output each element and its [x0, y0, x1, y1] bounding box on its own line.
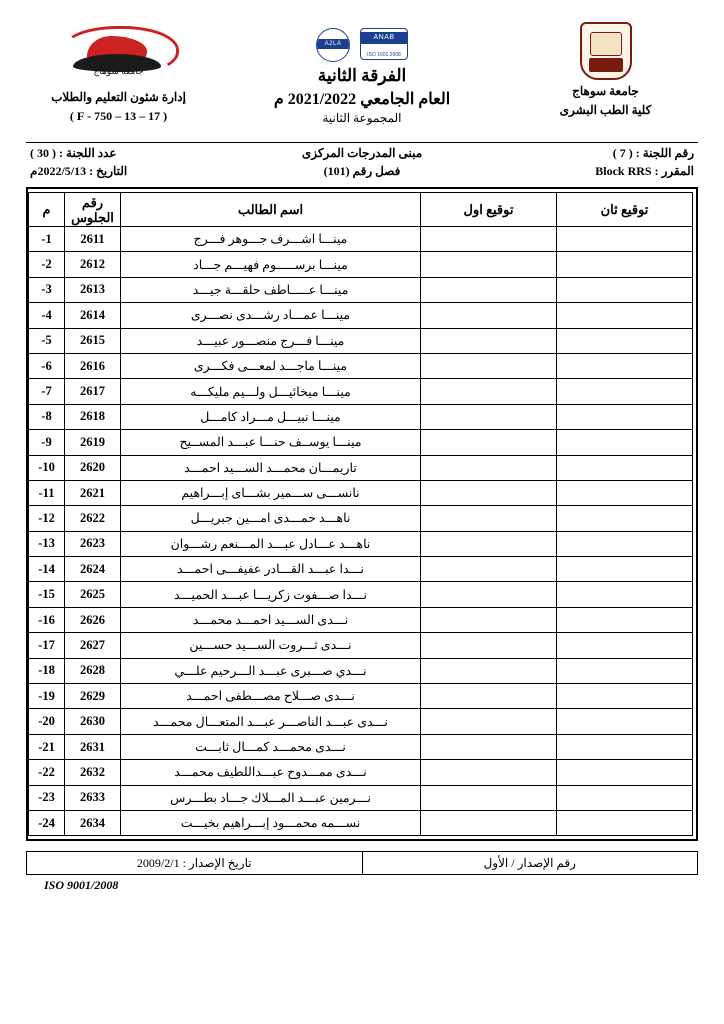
iso-standard-label: ISO 9001/2008: [44, 878, 119, 893]
row-index-cell: 17-: [29, 633, 65, 658]
student-name-cell: مينـــا عمـــاد رشـــدى نصـــرى: [121, 303, 421, 328]
seat-number-cell: 2616: [65, 353, 121, 378]
seat-number-cell: 2613: [65, 277, 121, 302]
student-name-cell: نـــدا صـــفوت زكريـــا عبـــد الحميـــد: [121, 582, 421, 607]
table-row: [29, 353, 693, 378]
table-row: [29, 252, 693, 277]
seat-number-cell: 2622: [65, 506, 121, 531]
anab-label: ANAB: [361, 32, 407, 44]
seat-number-cell: 2628: [65, 658, 121, 683]
signature-2-cell[interactable]: [557, 658, 693, 683]
signature-1-cell[interactable]: [421, 734, 557, 759]
student-name-cell: مينـــا ماجـــد لمعـــى فكـــرى: [121, 353, 421, 378]
seat-number-cell: 2624: [65, 557, 121, 582]
department-name: إدارة شئون التعليم والطلاب: [51, 90, 186, 104]
student-name-cell: نـــدا عبـــد القـــادر عفيفـــى احمـــد: [121, 557, 421, 582]
signature-1-cell[interactable]: [421, 328, 557, 353]
signature-2-cell[interactable]: [557, 227, 693, 252]
signature-2-cell[interactable]: [557, 734, 693, 759]
signature-2-cell[interactable]: [557, 810, 693, 835]
signature-2-cell[interactable]: [557, 709, 693, 734]
table-row: [29, 810, 693, 835]
row-index-cell: 1-: [29, 227, 65, 252]
table-row: [29, 506, 693, 531]
seat-number-cell: 2629: [65, 684, 121, 709]
issue-number: رقم الإصدار / الأول: [362, 852, 698, 875]
issue-date: تاريخ الإصدار : 2009/2/1: [27, 852, 363, 875]
course-name: المقرر : Block RRS: [595, 164, 694, 178]
table-row: [29, 404, 693, 429]
row-index-cell: 18-: [29, 658, 65, 683]
signature-1-cell[interactable]: [421, 303, 557, 328]
column-header-signature-1: توقيع اول: [421, 193, 557, 227]
seat-number-cell: 2632: [65, 760, 121, 785]
table-row: [29, 531, 693, 556]
accreditation-logos: [211, 28, 513, 62]
table-row: [29, 227, 693, 252]
signature-2-cell[interactable]: [557, 379, 693, 404]
row-index-cell: 16-: [29, 607, 65, 632]
column-header-signature-2: توقيع ثان: [557, 193, 693, 227]
a2la-label: A2LA: [317, 39, 349, 49]
student-name-cell: مينـــا اشـــرف جـــوهر فـــرج: [121, 227, 421, 252]
seat-number-cell: 2614: [65, 303, 121, 328]
academic-year-title: العام الجامعي 2021/2022 م: [273, 91, 451, 108]
signature-2-cell[interactable]: [557, 404, 693, 429]
header-right-block: [513, 22, 698, 118]
student-name-cell: نـــدى الســـيد احمـــد محمـــد: [121, 607, 421, 632]
seat-number-cell: 2627: [65, 633, 121, 658]
student-name-cell: نـــدى محمـــد كمـــال ثابـــت: [121, 734, 421, 759]
signature-2-cell[interactable]: [557, 607, 693, 632]
signature-2-cell[interactable]: [557, 531, 693, 556]
signature-2-cell[interactable]: [557, 353, 693, 378]
sohag-university-logo-icon: [59, 22, 179, 86]
student-name-cell: نـــدي صـــبرى عبـــد الـــرحيم علـــي: [121, 658, 421, 683]
header-left-block: [26, 22, 211, 124]
row-index-cell: 2-: [29, 252, 65, 277]
row-index-cell: 22-: [29, 760, 65, 785]
signature-1-cell[interactable]: [421, 582, 557, 607]
table-row: [29, 480, 693, 505]
student-name-cell: مينـــا يوســف حنـــا عبـــد المســيح: [121, 430, 421, 455]
column-header-index: م: [29, 193, 65, 227]
column-header-student-name: اسم الطالب: [121, 193, 421, 227]
footer-row: [27, 852, 698, 875]
row-index-cell: 19-: [29, 684, 65, 709]
signature-1-cell[interactable]: [421, 760, 557, 785]
signature-1-cell[interactable]: [421, 557, 557, 582]
row-index-cell: 8-: [29, 404, 65, 429]
seat-number-cell: 2633: [65, 785, 121, 810]
committee-count: عدد اللجنة : ( 30 ): [30, 146, 117, 160]
seat-number-cell: 2619: [65, 430, 121, 455]
anab-certificate-icon: [360, 28, 408, 60]
row-index-cell: 15-: [29, 582, 65, 607]
signature-2-cell[interactable]: [557, 430, 693, 455]
anab-sublabel: ISO 1601:2008: [367, 52, 401, 58]
signature-2-cell[interactable]: [557, 557, 693, 582]
signature-1-cell[interactable]: [421, 455, 557, 480]
signature-1-cell[interactable]: [421, 785, 557, 810]
signature-2-cell[interactable]: [557, 328, 693, 353]
table-row: [29, 607, 693, 632]
signature-1-cell[interactable]: [421, 252, 557, 277]
seat-number-cell: 2630: [65, 709, 121, 734]
student-name-cell: ناهـــد عـــادل عبـــد المـــنعم رشـــوان: [121, 531, 421, 556]
column-header-seat-number: رقم الجلوس: [65, 193, 121, 227]
seat-number-cell: 2634: [65, 810, 121, 835]
student-name-cell: نـــدى عبـــد الناصـــر عبـــد المتعـــال محمـــد: [121, 709, 421, 734]
building-name: مبنى المدرجات المركزى: [301, 146, 423, 160]
row-index-cell: 11-: [29, 480, 65, 505]
student-name-cell: ناهـــد حمـــدى امـــين جبريـــل: [121, 506, 421, 531]
table-header-row: [29, 193, 693, 227]
table-row: [29, 684, 693, 709]
faculty-name: كلية الطب البشرى: [559, 103, 652, 117]
seat-number-cell: 2621: [65, 480, 121, 505]
signature-2-cell[interactable]: [557, 252, 693, 277]
roster-table-frame: [26, 187, 698, 841]
student-name-cell: مينـــا برســـــوم فهيـــم جـــاد: [121, 252, 421, 277]
table-row: [29, 582, 693, 607]
row-index-cell: 10-: [29, 455, 65, 480]
table-row: [29, 760, 693, 785]
signature-2-cell[interactable]: [557, 277, 693, 302]
signature-1-cell[interactable]: [421, 658, 557, 683]
signature-1-cell[interactable]: [421, 379, 557, 404]
signature-2-cell[interactable]: [557, 582, 693, 607]
signature-1-cell[interactable]: [421, 277, 557, 302]
footer-table: [26, 851, 698, 875]
row-index-cell: 6-: [29, 353, 65, 378]
row-index-cell: 3-: [29, 277, 65, 302]
table-row: [29, 303, 693, 328]
table-row: [29, 709, 693, 734]
seat-number-cell: 2612: [65, 252, 121, 277]
year-group-title: الفرقة الثانية: [317, 66, 407, 85]
student-name-cell: تاريمـــان محمـــد الســـيد احمـــد: [121, 455, 421, 480]
student-name-cell: نـــدى ثـــروت الســـيد حســـين: [121, 633, 421, 658]
student-name-cell: مينـــا ميخائيـــل ولـــيم مليكـــه: [121, 379, 421, 404]
logo-caption: جامعة سوهاج: [93, 66, 144, 76]
document-footer: [26, 851, 698, 893]
document-header: [26, 22, 698, 140]
signature-1-cell[interactable]: [421, 353, 557, 378]
info-row-1: [26, 143, 698, 161]
signature-2-cell[interactable]: [557, 760, 693, 785]
exam-date: التاريخ : 2022/5/13م: [30, 164, 128, 178]
signature-1-cell[interactable]: [421, 810, 557, 835]
seat-number-cell: 2623: [65, 531, 121, 556]
signature-2-cell[interactable]: [557, 684, 693, 709]
student-name-cell: مينـــا عـــــاطف حلقـــة جيـــد: [121, 277, 421, 302]
signature-1-cell[interactable]: [421, 404, 557, 429]
table-row: [29, 658, 693, 683]
row-index-cell: 20-: [29, 709, 65, 734]
row-index-cell: 7-: [29, 379, 65, 404]
signature-2-cell[interactable]: [557, 633, 693, 658]
signature-1-cell[interactable]: [421, 227, 557, 252]
table-row: [29, 557, 693, 582]
university-emblem-icon: [580, 22, 632, 80]
table-row: [29, 455, 693, 480]
form-code: ( 17 – 13 – 750 - F ): [69, 109, 168, 123]
signature-1-cell[interactable]: [421, 506, 557, 531]
student-name-cell: مينـــا نبيـــل مـــراد كامـــل: [121, 404, 421, 429]
committee-number: رقم اللجنة : ( 7 ): [612, 146, 694, 160]
header-center-block: [211, 22, 513, 128]
table-row: [29, 785, 693, 810]
table-row: [29, 379, 693, 404]
signature-1-cell[interactable]: [421, 531, 557, 556]
row-index-cell: 4-: [29, 303, 65, 328]
student-name-cell: نســـمه محمـــود إبـــراهيم بخيـــت: [121, 810, 421, 835]
seat-number-cell: 2631: [65, 734, 121, 759]
table-row: [29, 328, 693, 353]
signature-1-cell[interactable]: [421, 480, 557, 505]
row-index-cell: 5-: [29, 328, 65, 353]
signature-2-cell[interactable]: [557, 480, 693, 505]
signature-1-cell[interactable]: [421, 709, 557, 734]
student-name-cell: نـــرمين عبـــد المـــلاك جـــاد بطـــرس: [121, 785, 421, 810]
row-index-cell: 12-: [29, 506, 65, 531]
student-name-cell: نـــدى صـــلاح مصـــطفى احمـــد: [121, 684, 421, 709]
signature-2-cell[interactable]: [557, 303, 693, 328]
seat-number-cell: 2611: [65, 227, 121, 252]
row-index-cell: 23-: [29, 785, 65, 810]
row-index-cell: 13-: [29, 531, 65, 556]
row-index-cell: 14-: [29, 557, 65, 582]
seat-number-cell: 2617: [65, 379, 121, 404]
signature-1-cell[interactable]: [421, 633, 557, 658]
seat-number-cell: 2626: [65, 607, 121, 632]
student-name-cell: نانســـى ســـمير بشـــاى إبـــراهيم: [121, 480, 421, 505]
signature-2-cell[interactable]: [557, 506, 693, 531]
seat-number-cell: 2615: [65, 328, 121, 353]
student-name-cell: نـــدى ممـــدوح عبـــداللطيف محمـــد: [121, 760, 421, 785]
signature-1-cell[interactable]: [421, 430, 557, 455]
student-roster-table: [28, 192, 693, 836]
group-subtitle: المجموعة الثانية: [322, 111, 402, 125]
seat-number-cell: 2625: [65, 582, 121, 607]
table-row: [29, 633, 693, 658]
signature-1-cell[interactable]: [421, 684, 557, 709]
info-row-2: [26, 161, 698, 179]
signature-2-cell[interactable]: [557, 455, 693, 480]
table-row: [29, 430, 693, 455]
row-index-cell: 24-: [29, 810, 65, 835]
seat-number-cell: 2620: [65, 455, 121, 480]
signature-1-cell[interactable]: [421, 607, 557, 632]
row-index-cell: 9-: [29, 430, 65, 455]
table-row: [29, 277, 693, 302]
seat-number-cell: 2618: [65, 404, 121, 429]
row-index-cell: 21-: [29, 734, 65, 759]
a2la-certificate-icon: [316, 28, 350, 62]
university-name: جامعة سوهاج: [572, 84, 639, 98]
signature-2-cell[interactable]: [557, 785, 693, 810]
room-number: فصل رقم (101): [323, 164, 401, 178]
student-name-cell: مينـــا فـــرج منصـــور عبيـــد: [121, 328, 421, 353]
table-row: [29, 734, 693, 759]
